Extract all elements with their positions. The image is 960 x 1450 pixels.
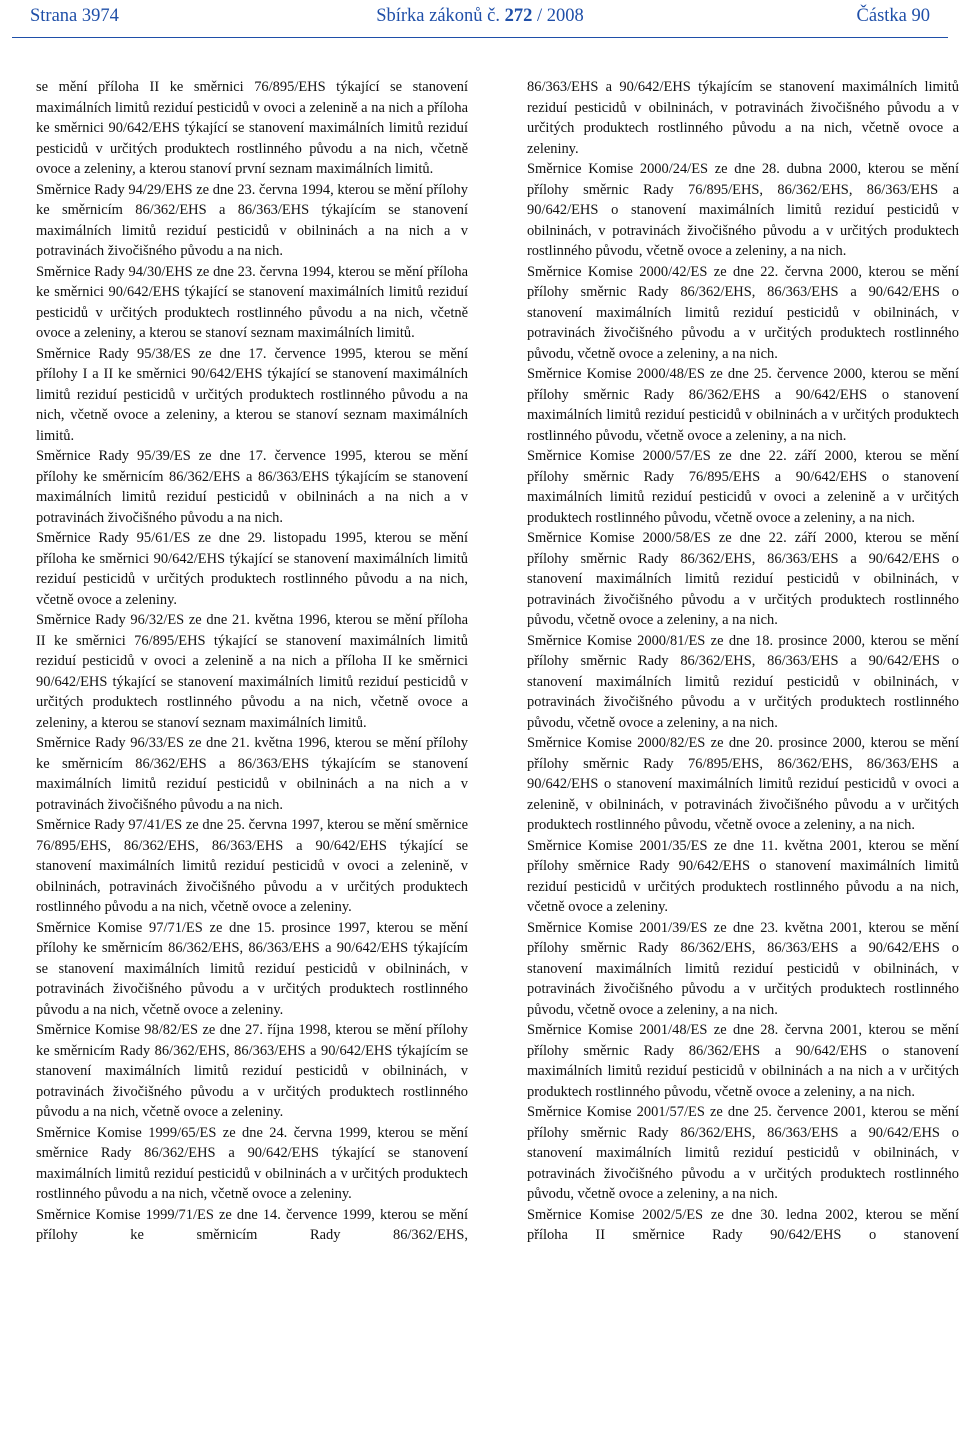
right-column: [527, 77, 959, 1246]
paragraph: Směrnice Rady 95/38/ES ze dne 17. července 1995, kterou se mění přílohy I a II ke směrnici 90/642/EHS týkající se stanovení maximálních limitů reziduí pesticidů v určitých produktech rostlinného původu a na nich, včetně ovoce a zeleniny, a kterou se stanoví seznam maximálních limitů.: [36, 345, 468, 444]
collection-title-prefix: Sbírka zákonů č.: [376, 6, 505, 26]
paragraph: Směrnice Rady 96/32/ES ze dne 21. května 1996, kterou se mění příloha II ke směrnici 76/895/EHS týkající se stanovení maximálních limitů reziduí pesticidů v ovoci a zelenině a na nich a příloha II ke směrnici 90/642/EHS týkající se stanovení maximálních limitů reziduí pesticidů v určitých produktech rostlinného původu a na nich, včetně ovoce a zeleniny, a kterou se stanoví seznam maximálních limitů.: [36, 612, 468, 731]
law-number: 272: [504, 6, 533, 26]
paragraph: Směrnice Komise 2001/57/ES ze dne 25. července 2001, kterou se mění přílohy směrnic Rady 86/362/EHS, 86/363/EHS a 90/642/EHS o stanovení maximálních limitů reziduí pesticidů v obilninách, v potravinách živočišného původu a v určitých produktech rostlinného původu, včetně ovoce a zeleniny, a na nich.: [527, 1104, 959, 1202]
paragraph: Směrnice Komise 2001/48/ES ze dne 28. června 2001, kterou se mění přílohy směrnic Rady 86/362/EHS a 90/642/EHS o stanovení maximálních limitů reziduí pesticidů v obilninách a na nich a v určitých produktech rostlinného původu, včetně ovoce a zeleniny, a na nich.: [527, 1022, 959, 1100]
paragraph: Směrnice Komise 2000/81/ES ze dne 18. prosince 2000, kterou se mění přílohy směrnic Rady 86/362/EHS, 86/363/EHS a 90/642/EHS o stanovení maximálních limitů reziduí pesticidů v obilninách, v potravinách živočišného původu a v určitých produktech rostlinného původu, včetně ovoce a zeleniny, a na nich.: [527, 632, 959, 731]
paragraph: Směrnice Rady 96/33/ES ze dne 21. května 1996, kterou se mění přílohy ke směrnicím 86/362/EHS a 86/363/EHS týkajícím se stanovení maximálních limitů reziduí pesticidů v obilninách a na nich a v potravinách živočišného původu a na nich.: [36, 735, 468, 813]
page-header: [0, 0, 960, 38]
paragraph: Směrnice Rady 94/29/EHS ze dne 23. června 1994, kterou se mění přílohy ke směrnicím 86/362/EHS a 86/363/EHS týkajícím se stanovení maximálních limitů reziduí pesticidů v obilninách a na nich a v potravinách živočišného původu a na nich.: [36, 181, 468, 259]
paragraph: se mění příloha II ke směrnici 76/895/EHS týkající se stanovení maximálních limitů reziduí pesticidů v ovoci a zelenině a na nich a příloha ke směrnici 90/642/EHS týkající se stanovení maximálních limitů reziduí pesticidů v určitých produktech rostlinného původu a na nich, včetně ovoce a zeleniny, a kterou stanoví první seznam maximálních limitů.: [36, 79, 468, 177]
paragraph: Směrnice Komise 2000/42/ES ze dne 22. června 2000, kterou se mění přílohy směrnic Rady 86/362/EHS, 86/363/EHS a 90/642/EHS o stanovení maximálních limitů reziduí pesticidů v obilninách, v potravinách živočišného původu a v určitých produktech rostlinného původu, včetně ovoce a zeleniny, a na nich.: [527, 263, 959, 362]
paragraph: Směrnice Komise 2001/35/ES ze dne 11. května 2001, kterou se mění přílohy směrnice Rady 90/642/EHS o stanovení maximálních limitů reziduí pesticidů v určitých produktech rostlinného původu a na nich, včetně ovoce a zeleniny.: [527, 837, 959, 915]
paragraph: Směrnice Komise 2001/39/ES ze dne 23. května 2001, kterou se mění přílohy směrnic Rady 86/362/EHS, 86/363/EHS a 90/642/EHS o stanovení maximálních limitů reziduí pesticidů v obilninách, v potravinách živočišného původu a v určitých produktech rostlinného původu, včetně ovoce a zeleniny, a na nich.: [527, 919, 959, 1018]
paragraph: Směrnice Rady 95/61/ES ze dne 29. listopadu 1995, kterou se mění příloha ke směrnici 90/642/EHS týkající se stanovení maximálních limitů reziduí pesticidů v určitých produktech rostlinného původu a na nich, včetně ovoce a zeleniny.: [36, 530, 468, 608]
paragraph: Směrnice Komise 98/82/ES ze dne 27. října 1998, kterou se mění přílohy ke směrnicím Rady 86/362/EHS, 86/363/EHS a 90/642/EHS týkajícím se stanovení maximálních limitů reziduí pesticidů v obilninách, v potravinách živočišného původu a v určitých produktech rostlinného původu a na nich, včetně ovoce a zeleniny.: [36, 1022, 468, 1120]
header-rule: [12, 37, 948, 38]
paragraph: Směrnice Komise 2000/82/ES ze dne 20. prosince 2000, kterou se mění přílohy směrnic Rady 76/895/EHS, 86/362/EHS, 86/363/EHS a 90/642/EHS o stanovení maximálních limitů reziduí pesticidů v ovoci a zelenině, v obilninách, v potravinách živočišného původu a v určitých produktech rostlinného původu, včetně ovoce a zeleniny, a na nich.: [527, 735, 959, 833]
paragraph: Směrnice Komise 1999/71/ES ze dne 14. července 1999, kterou se mění přílohy ke směrnicím Rady 86/362/EHS,: [36, 1206, 468, 1243]
paragraph: Směrnice Rady 95/39/ES ze dne 17. července 1995, kterou se mění přílohy ke směrnicím 86/362/EHS a 86/363/EHS týkajícím se stanovení maximálních limitů reziduí pesticidů v obilninách a na nich a v potravinách živočišného původu a na nich.: [36, 448, 468, 526]
collection-title: [0, 6, 960, 27]
paragraph: Směrnice Rady 97/41/ES ze dne 25. června 1997, kterou se mění směrnice 76/895/EHS, 86/362/EHS, 86/363/EHS a 90/642/EHS týkající se stanovení maximálních limitů reziduí pesticidů v ovoci a zelenině, v obilninách, potravinách živočišného původu a v určitých produktech rostlinného původu a na nich, včetně ovoce a zeleniny.: [36, 817, 468, 915]
collection-year: / 2008: [532, 6, 584, 26]
paragraph: Směrnice Komise 2000/57/ES ze dne 22. září 2000, kterou se mění přílohy směrnic Rady 76/895/EHS a 90/642/EHS o stanovení maximálních limitů reziduí pesticidů v ovoci a zelenině a v určitých produktech rostlinného původu, včetně ovoce a zeleniny, a na nich.: [527, 448, 959, 526]
paragraph: 86/363/EHS a 90/642/EHS týkajícím se stanovení maximálních limitů reziduí pesticidů v obilninách, v potravinách živočišného původu a v určitých produktech rostlinného původu a na nich, včetně ovoce a zeleniny.: [527, 79, 959, 157]
paragraph: Směrnice Komise 2000/58/ES ze dne 22. září 2000, kterou se mění přílohy směrnic Rady 86/362/EHS, 86/363/EHS a 90/642/EHS o stanovení maximálních limitů reziduí pesticidů v obilninách, v potravinách živočišného původu a v určitých produktech rostlinného původu, včetně ovoce a zeleniny, a na nich.: [527, 530, 959, 628]
paragraph: Směrnice Komise 2000/48/ES ze dne 25. července 2000, kterou se mění přílohy směrnic Rady 86/362/EHS a 90/642/EHS o stanovení maximálních limitů reziduí pesticidů v obilninách a v určitých produktech rostlinného původu, včetně ovoce a zeleniny, a na nich.: [527, 366, 959, 444]
paragraph: Směrnice Rady 94/30/EHS ze dne 23. června 1994, kterou se mění příloha ke směrnici 90/642/EHS týkající se stanovení maximálních limitů reziduí pesticidů v určitých produktech rostlinného původu a na nich, včetně ovoce a zeleniny, a kterou se stanoví seznam maximálních limitů.: [36, 263, 468, 341]
issue-number: Částka 90: [856, 6, 930, 26]
paragraph: Směrnice Komise 2000/24/ES ze dne 28. dubna 2000, kterou se mění přílohy směrnic Rady 76/895/EHS, 86/362/EHS, 86/363/EHS a 90/642/EHS o stanovení maximálních limitů reziduí pesticidů v obilninách, v potravinách živočišného původu a v určitých produktech rostlinného původu, včetně ovoce a zeleniny, a na nich.: [527, 161, 959, 259]
page-number: Strana 3974: [30, 6, 119, 26]
left-column: [36, 77, 468, 1246]
paragraph: Směrnice Komise 1999/65/ES ze dne 24. června 1999, kterou se mění směrnice Rady 86/362/EHS a 90/642/EHS týkající se stanovení maximálních limitů reziduí pesticidů v obilninách a v určitých produktech rostlinného původu a na nich, včetně ovoce a zeleniny.: [36, 1124, 468, 1202]
paragraph: Směrnice Komise 2002/5/ES ze dne 30. ledna 2002, kterou se mění příloha II směrnice Rady 90/642/EHS o stanovení: [527, 1206, 959, 1243]
paragraph: Směrnice Komise 97/71/ES ze dne 15. prosince 1997, kterou se mění přílohy ke směrnicím 86/362/EHS, 86/363/EHS a 90/642/EHS týkajícím se stanovení maximálních limitů reziduí pesticidů v obilninách, v potravinách živočišného původu a v určitých produktech rostlinného původu a na nich, včetně ovoce a zeleniny.: [36, 919, 468, 1018]
